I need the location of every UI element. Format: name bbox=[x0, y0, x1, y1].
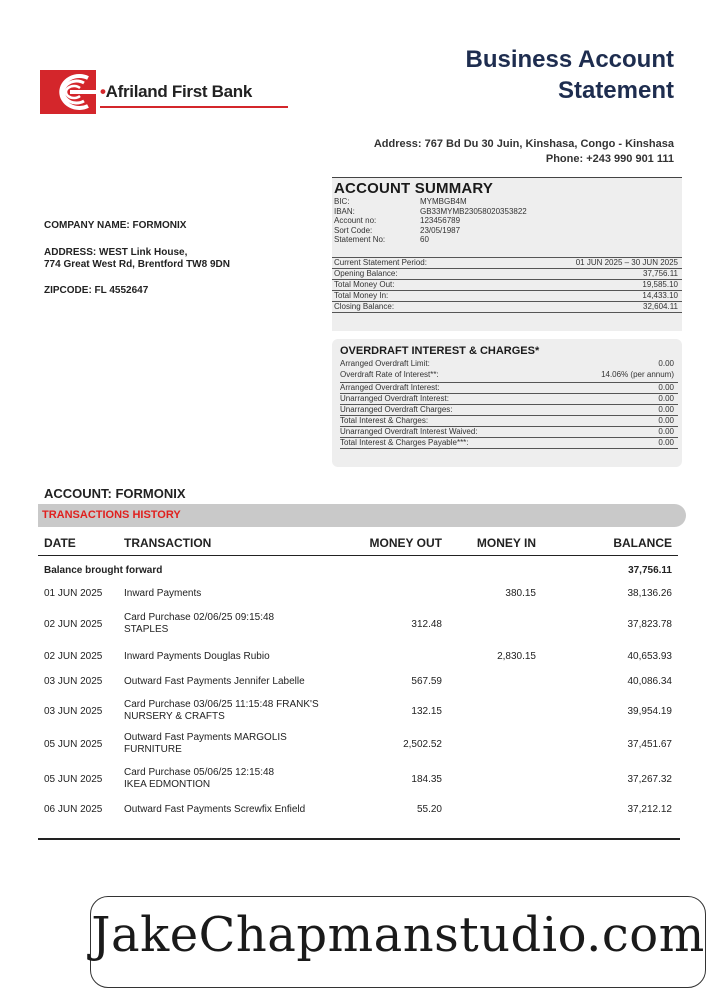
row-date: 06 JUN 2025 bbox=[44, 804, 103, 815]
overdraft-row-label: Unarranged Overdraft Charges: bbox=[340, 405, 453, 414]
overdraft-row-value: 0.00 bbox=[658, 405, 674, 414]
overdraft-row-value: 0.00 bbox=[658, 427, 674, 436]
detail-label: Account no: bbox=[334, 216, 377, 225]
row-date: 02 JUN 2025 bbox=[44, 619, 103, 630]
overdraft-row bbox=[340, 426, 678, 437]
overdraft-row-label: Total Interest & Charges Payable***: bbox=[340, 438, 469, 447]
summary-row-label: Total Money In: bbox=[334, 291, 389, 300]
company-address-line-2: 774 Great West Rd, Brentford TW8 9DN bbox=[44, 259, 230, 270]
bank-phone: Phone: +243 990 901 111 bbox=[545, 153, 674, 165]
row-description-line-2: NURSERY & CRAFTS bbox=[124, 711, 225, 722]
row-balance: 37,451.67 bbox=[627, 739, 672, 750]
row-money-out: 2,502.52 bbox=[403, 739, 442, 750]
document-title bbox=[466, 44, 675, 106]
watermark-box bbox=[90, 896, 706, 988]
row-description-line-1: Card Purchase 05/06/25 12:15:48 bbox=[124, 767, 275, 778]
row-money-out: 132.15 bbox=[411, 706, 442, 717]
account-label: ACCOUNT: FORMONIX bbox=[44, 486, 186, 501]
row-description bbox=[124, 699, 364, 723]
company-zipcode: ZIPCODE: FL 4552647 bbox=[44, 285, 149, 296]
overdraft-row bbox=[340, 404, 678, 415]
row-money-out: 567.59 bbox=[411, 676, 442, 687]
overdraft-row-label: Overdraft Rate of Interest**: bbox=[340, 370, 439, 379]
row-description-line-1: Inward Payments Douglas Rubio bbox=[124, 651, 270, 662]
row-balance: 37,212.12 bbox=[627, 804, 672, 815]
summary-detail bbox=[334, 206, 527, 217]
row-description-line-1: Card Purchase 03/06/25 11:15:48 FRANK'S bbox=[124, 699, 319, 710]
overdraft-row-value: 0.00 bbox=[658, 383, 674, 392]
overdraft-row bbox=[340, 437, 678, 449]
overdraft-row bbox=[340, 370, 678, 381]
summary-row-label: Closing Balance: bbox=[334, 302, 395, 311]
overdraft-row bbox=[340, 393, 678, 404]
summary-row bbox=[332, 279, 682, 290]
overdraft-row-label: Total Interest & Charges: bbox=[340, 416, 429, 425]
row-date: 02 JUN 2025 bbox=[44, 651, 103, 662]
row-date: 05 JUN 2025 bbox=[44, 739, 103, 750]
row-balance: 40,086.34 bbox=[627, 676, 672, 687]
row-description-line-1: Outward Fast Payments Screwfix Enfield bbox=[124, 804, 306, 815]
row-description-line-2: IKEA EDMONTION bbox=[124, 779, 211, 790]
row-description bbox=[124, 804, 364, 816]
header-money-in: MONEY IN bbox=[476, 536, 536, 550]
table-bottom-rule bbox=[38, 838, 680, 840]
summary-detail bbox=[334, 197, 467, 207]
account-summary-title: ACCOUNT SUMMARY bbox=[334, 180, 494, 197]
summary-row bbox=[332, 257, 682, 268]
table-header bbox=[38, 528, 678, 556]
overdraft-row-value: 0.00 bbox=[658, 416, 674, 425]
detail-value: 123456789 bbox=[420, 216, 461, 225]
watermark-text: JakeChapmanstudio.com bbox=[91, 907, 705, 963]
row-description bbox=[124, 588, 364, 600]
summary-row bbox=[332, 301, 682, 313]
company-name: COMPANY NAME: FORMONIX bbox=[44, 220, 187, 231]
detail-label: Sort Code: bbox=[334, 225, 373, 235]
logo-underline bbox=[100, 106, 288, 108]
summary-row-value: 37,756.11 bbox=[643, 269, 678, 278]
transactions-history-bar bbox=[38, 504, 686, 527]
row-date: 05 JUN 2025 bbox=[44, 774, 103, 785]
summary-row-label: Current Statement Period: bbox=[334, 258, 427, 267]
bank-contact bbox=[374, 137, 674, 167]
detail-value: GB33MYMB23058020353822 bbox=[420, 206, 527, 216]
row-money-out: 55.20 bbox=[416, 804, 442, 815]
detail-label: Statement No: bbox=[334, 235, 386, 244]
detail-value: 60 bbox=[420, 235, 429, 244]
row-description-line-1: Outward Fast Payments Jennifer Labelle bbox=[124, 676, 305, 687]
brought-forward-label: Balance brought forward bbox=[44, 565, 163, 576]
header-balance: BALANCE bbox=[613, 536, 672, 550]
company-address-line-1: ADDRESS: WEST Link House, bbox=[44, 247, 188, 258]
bank-name-bullet: • bbox=[100, 82, 106, 101]
bank-address: Address: 767 Bd Du 30 Juin, Kinshasa, Congo - Kinshasa bbox=[373, 138, 674, 150]
header-money-out: MONEY OUT bbox=[369, 536, 442, 550]
overdraft-row-label: Arranged Overdraft Limit: bbox=[340, 359, 430, 368]
row-balance: 37,267.32 bbox=[627, 774, 672, 785]
row-balance: 39,954.19 bbox=[627, 706, 672, 717]
row-date: 03 JUN 2025 bbox=[44, 706, 103, 717]
overdraft-row-label: Unarranged Overdraft Interest: bbox=[340, 394, 449, 403]
overdraft-row bbox=[340, 382, 678, 393]
overdraft-row-value: 0.00 bbox=[658, 438, 674, 447]
overdraft-row-value: 0.00 bbox=[658, 359, 674, 368]
row-money-in: 2,830.15 bbox=[497, 651, 536, 662]
row-description-line-2: FURNITURE bbox=[124, 744, 182, 755]
summary-detail bbox=[334, 225, 461, 236]
overdraft-title: OVERDRAFT INTEREST & CHARGES* bbox=[340, 345, 540, 357]
summary-row-value: 01 JUN 2025 – 30 JUN 2025 bbox=[575, 258, 678, 267]
overdraft-row-value: 0.00 bbox=[658, 394, 674, 403]
overdraft-row bbox=[340, 359, 678, 370]
summary-row bbox=[332, 268, 682, 279]
row-money-out: 312.48 bbox=[411, 619, 442, 630]
summary-row-label: Total Money Out: bbox=[334, 280, 395, 289]
row-balance: 37,823.78 bbox=[627, 619, 672, 630]
row-balance: 40,653.93 bbox=[627, 651, 672, 662]
row-description bbox=[124, 612, 364, 636]
row-money-out: 184.35 bbox=[411, 774, 442, 785]
summary-detail bbox=[334, 235, 429, 245]
row-description bbox=[124, 676, 364, 688]
bank-logo bbox=[40, 70, 255, 114]
detail-value: MYMBGB4M bbox=[420, 197, 467, 206]
row-description-line-2: STAPLES bbox=[124, 624, 169, 635]
detail-value: 23/05/1987 bbox=[420, 225, 461, 235]
row-description bbox=[124, 651, 364, 663]
overdraft-row bbox=[340, 415, 678, 426]
summary-row-value: 14,433.10 bbox=[642, 291, 678, 300]
company-address bbox=[44, 247, 230, 271]
summary-detail bbox=[334, 216, 461, 226]
row-balance: 38,136.26 bbox=[627, 588, 672, 599]
overdraft-row-value: 14.06% (per annum) bbox=[601, 370, 674, 379]
row-money-in: 380.15 bbox=[505, 588, 536, 599]
overdraft-row-label: Unarranged Overdraft Interest Waived: bbox=[340, 427, 478, 436]
account-summary bbox=[332, 177, 682, 331]
row-date: 03 JUN 2025 bbox=[44, 676, 103, 687]
row-date: 01 JUN 2025 bbox=[44, 588, 103, 599]
afriland-logo-icon bbox=[40, 70, 96, 114]
row-description bbox=[124, 767, 364, 791]
title-line-2: Statement bbox=[557, 77, 674, 104]
overdraft-box bbox=[332, 339, 682, 467]
header-transaction: TRANSACTION bbox=[124, 536, 212, 550]
summary-row bbox=[332, 290, 682, 301]
title-line-1: Business Account bbox=[465, 46, 674, 73]
row-description-line-1: Inward Payments bbox=[124, 588, 202, 599]
bank-name-text: Afriland First Bank bbox=[105, 82, 253, 101]
overdraft-row-label: Arranged Overdraft Interest: bbox=[340, 383, 440, 392]
row-description-line-1: Outward Fast Payments MARGOLIS bbox=[124, 732, 287, 743]
transactions-history-title: TRANSACTIONS HISTORY bbox=[42, 509, 181, 521]
summary-row-value: 32,604.11 bbox=[643, 302, 678, 311]
detail-label: IBAN: bbox=[334, 206, 355, 216]
brought-forward-balance: 37,756.11 bbox=[628, 565, 672, 576]
summary-row-value: 19,585.10 bbox=[642, 280, 678, 289]
row-description bbox=[124, 732, 364, 756]
bank-name bbox=[100, 82, 252, 102]
detail-label: BIC: bbox=[334, 197, 350, 206]
summary-row-label: Opening Balance: bbox=[334, 269, 398, 278]
header-date: DATE bbox=[44, 536, 76, 550]
row-description-line-1: Card Purchase 02/06/25 09:15:48 bbox=[124, 612, 275, 623]
